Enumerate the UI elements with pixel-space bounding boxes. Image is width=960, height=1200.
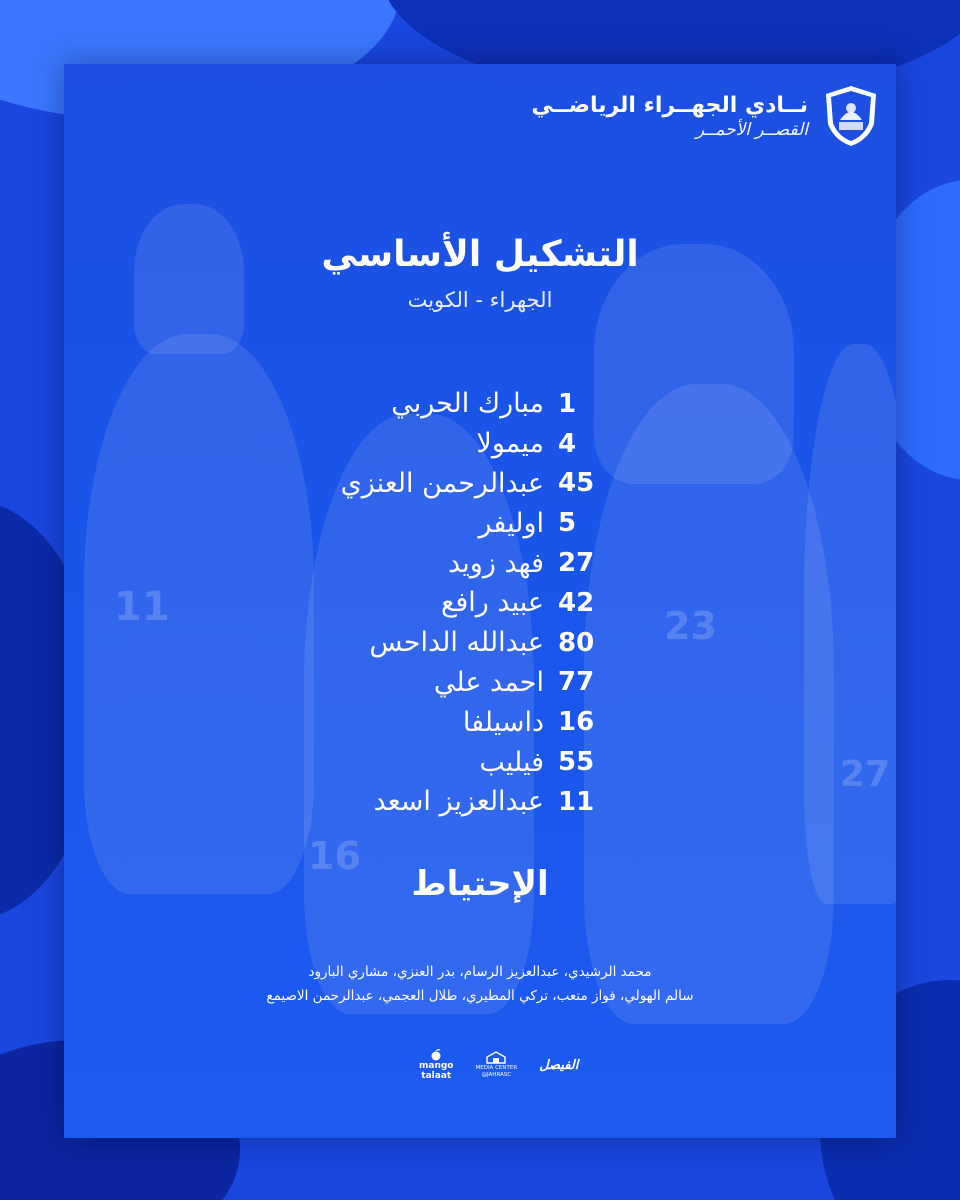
player-row: [314, 464, 604, 504]
sponsor-logos: [419, 1049, 578, 1081]
club-tagline: القصــر الأحمــر: [695, 119, 808, 140]
player-row: [314, 782, 604, 822]
media-center-icon: [485, 1051, 507, 1065]
lineup-title: التشكيل الأساسي: [321, 234, 639, 275]
player-number: 45: [558, 468, 595, 499]
player-name: احمد علي: [433, 666, 544, 698]
player-row: [314, 424, 604, 464]
player-name: اوليفر: [478, 507, 544, 539]
player-row: [314, 702, 604, 742]
player-row: [314, 583, 604, 623]
player-name: فيليب: [479, 746, 544, 778]
player-number: 42: [558, 587, 595, 618]
match-teams: الجهراء - الكويت: [407, 288, 553, 312]
substitutes-line-2: سالم الهولي، فواز متعب، تركي المطيري، طلال العجمي، عبدالرحمن الاصيمع: [266, 988, 694, 1004]
player-photo: [804, 344, 896, 904]
player-row: [314, 742, 604, 782]
fesal-logo-text: الفيصل: [539, 1057, 579, 1073]
player-name: عبيد رافع: [441, 587, 544, 619]
media-center-handle: @JAHRASC: [481, 1072, 512, 1078]
player-row: [314, 384, 604, 424]
substitutes-title: الإحتياط: [411, 864, 549, 904]
player-number: 5: [558, 508, 577, 539]
player-name: داسيلفا: [462, 706, 544, 738]
jersey-number: 11: [114, 584, 170, 630]
club-crest-icon: [822, 84, 880, 148]
player-name: عبدالرحمن العنزي: [340, 467, 544, 499]
jersey-number: 23: [664, 604, 717, 648]
jersey-number: 16: [308, 834, 361, 878]
player-name: مبارك الحربي: [391, 388, 544, 420]
player-row: [314, 503, 604, 543]
player-name: عبدالله الداحس: [369, 627, 544, 659]
sponsor-media-center: [475, 1051, 517, 1079]
player-photo: [584, 384, 834, 1024]
player-name: فهد زويد: [448, 547, 544, 579]
jersey-number: 27: [840, 754, 891, 795]
player-name: عبدالعزيز اسعد: [373, 786, 544, 818]
player-number: 1: [558, 388, 577, 419]
player-number: 80: [558, 627, 595, 658]
player-number: 11: [558, 786, 595, 817]
media-center-label: MEDIA CENTER: [475, 1065, 518, 1071]
player-number: 27: [558, 548, 595, 579]
player-number: 4: [558, 428, 577, 459]
player-photo: [134, 204, 244, 354]
player-row: [314, 543, 604, 583]
lineup-card: [64, 64, 896, 1138]
sponsor-mango-text: talaat: [421, 1071, 452, 1081]
player-number: 16: [558, 707, 595, 738]
club-text: [531, 93, 808, 140]
player-row: [314, 623, 604, 663]
sponsor-mango: [419, 1049, 453, 1081]
club-name: نــادي الجهــراء الرياضــي: [531, 92, 808, 118]
mango-icon: [430, 1049, 442, 1061]
club-header: [531, 84, 880, 148]
sponsor-mango-text: mango: [419, 1061, 454, 1071]
player-number: 77: [558, 667, 595, 698]
substitutes-line-1: محمد الرشيدي، عبدالعزيز الرسام، بدر العنزي، مشاري البارود: [308, 964, 652, 980]
player-number: 55: [558, 747, 595, 778]
sponsor-fesal: [539, 1058, 578, 1073]
player-name: ميمولا: [476, 428, 544, 460]
player-row: [314, 663, 604, 703]
starting-lineup: [314, 384, 604, 822]
